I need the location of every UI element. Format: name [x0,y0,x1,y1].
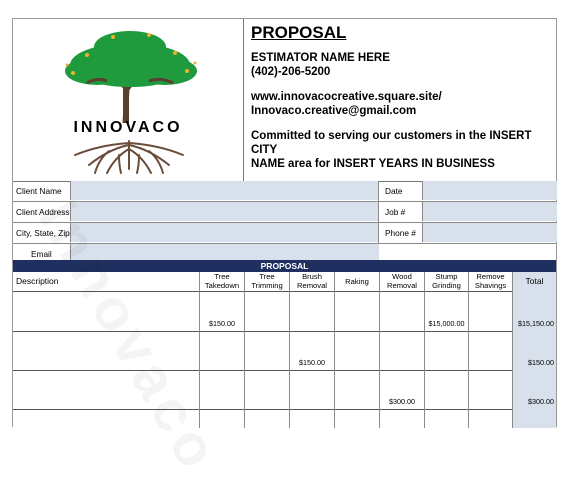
col-header-remove-shavings: Remove Shavings [468,272,512,291]
col-header-stump-grinding: Stump Grinding [424,272,468,291]
row-total-cell: $15,150.00 [512,291,556,331]
phone-field[interactable] [422,223,557,242]
logo-cell [13,19,244,181]
date-field[interactable] [422,181,557,200]
tree-logo-icon [57,27,203,123]
line-item-cell[interactable] [289,291,334,331]
job-number-label: Job # [378,202,422,222]
line-item-cell[interactable] [379,331,424,370]
phone-label: Phone # [378,223,422,243]
page-title: PROPOSAL [251,23,347,42]
tagline-line-2: NAME area for INSERT YEARS IN BUSINESS [251,158,495,170]
proposal-sheet [12,18,557,427]
line-item-cell[interactable] [244,331,289,370]
line-item-cell[interactable] [334,331,379,370]
line-item-cell[interactable]: $300.00 [379,370,424,409]
row-total-cell: $150.00 [512,331,556,370]
client-row-3 [13,223,556,244]
col-header-wood-removal: Wood Removal [379,272,424,291]
line-item-cell[interactable] [468,291,512,331]
phone-number: (402)-206-5200 [251,66,331,78]
email-link[interactable]: Innovaco.creative@gmail.com [251,105,417,117]
description-cell[interactable] [13,291,199,331]
description-header: Description [16,276,59,286]
website-link[interactable]: www.innovacocreative.square.site/ [251,91,442,103]
line-item-cell[interactable]: $150.00 [199,291,244,331]
row-total-cell: $300.00 [512,370,556,409]
tagline-line-1: Committed to serving our customers in the INSERT CITY [251,130,532,156]
table-row [13,409,556,428]
description-cell[interactable] [13,409,199,428]
company-info [251,23,551,171]
line-item-cell[interactable] [334,409,379,428]
line-item-cell[interactable] [244,370,289,409]
line-item-cell[interactable] [199,409,244,428]
line-item-cell[interactable] [468,331,512,370]
job-number-field[interactable] [422,202,557,221]
client-address-field[interactable] [70,202,379,221]
proposal-header [13,19,556,182]
table-row [13,370,556,410]
line-item-cell[interactable] [424,370,468,409]
line-item-cell[interactable]: $15,000.00 [424,291,468,331]
line-item-cell[interactable] [424,409,468,428]
client-info-section [13,181,556,264]
col-header-brush-removal: Brush Removal [289,272,334,291]
estimator-name: ESTIMATOR NAME HERE [251,52,390,64]
table-row [13,331,556,371]
line-item-cell[interactable] [424,331,468,370]
table-header [13,272,556,292]
client-name-label: Client Name [16,186,62,196]
city-state-zip-label: City, State, Zip [16,228,70,238]
line-item-cell[interactable] [199,370,244,409]
line-item-cell[interactable] [244,409,289,428]
line-item-cell[interactable] [379,291,424,331]
line-item-cell[interactable] [244,291,289,331]
line-item-cell[interactable] [289,370,334,409]
client-row-2 [13,202,556,223]
client-name-field[interactable] [70,181,379,200]
col-header-raking: Raking [334,272,379,291]
line-item-cell[interactable] [379,409,424,428]
row-total-cell [512,409,556,428]
description-cell[interactable] [13,370,199,409]
table-row [13,291,556,332]
city-state-zip-field[interactable] [70,223,379,242]
col-header-tree-takedown: Tree Takedown [199,272,244,291]
proposal-banner: PROPOSAL [13,260,556,272]
line-item-cell[interactable] [199,331,244,370]
description-cell[interactable] [13,331,199,370]
client-address-label: Client Address [16,207,70,217]
line-item-cell[interactable] [334,370,379,409]
client-row-1 [13,181,556,202]
email-label: Email [31,249,52,259]
col-header-tree-trimming: Tree Trimming [244,272,289,291]
roots-logo-icon [69,139,189,175]
line-item-cell[interactable] [468,409,512,428]
line-item-cell[interactable] [289,409,334,428]
line-item-cell[interactable]: $150.00 [289,331,334,370]
line-item-cell[interactable] [468,370,512,409]
col-header-total: Total [512,272,556,291]
date-label: Date [378,181,422,201]
brand-name: INNOVACO [73,119,183,136]
line-item-cell[interactable] [334,291,379,331]
